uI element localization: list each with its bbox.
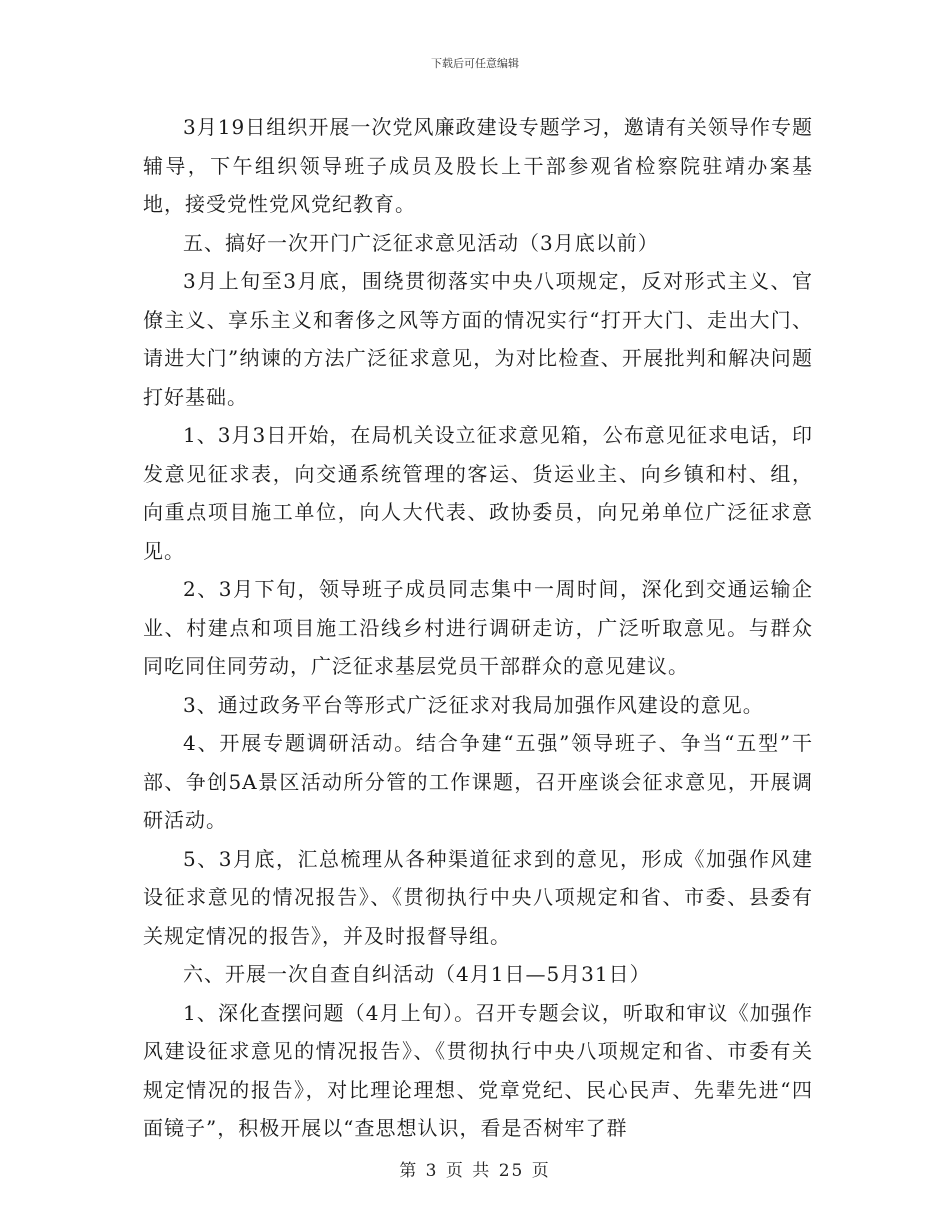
document-body [143, 108, 813, 1148]
paragraph: 3、通过政务平台等形式广泛征求对我局加强作风建设的意见。 [183, 692, 764, 717]
page-header-note: 下载后可任意编辑 [431, 57, 519, 70]
section-heading: 五、搞好一次开门广泛征求意见活动（3月底以前） [183, 230, 659, 255]
paragraph: 3月19日组织开展一次党风廉政建设专题学习，邀请有关领导作专题辅导，下午组织领导班子成员及股长上干部参观省检察院驻靖办案基地，接受党性党风党纪教育。 [143, 115, 813, 216]
paragraph: 4、开展专题调研活动。结合争建“五强”领导班子、争当“五型”干部、争创5A景区活动所分管的工作课题，召开座谈会征求意见，开展调研活动。 [143, 731, 813, 832]
page-number-footer: 第 3 页 共 25 页 [399, 1161, 551, 1181]
paragraph: 5、3月底，汇总梳理从各种渠道征求到的意见，形成《加强作风建设征求意见的情况报告》、《贯彻执行中央八项规定和省、市委、县委有关规定情况的报告》，并及时报督导组。 [143, 846, 813, 948]
paragraph: 1、3月3日开始，在局机关设立征求意见箱，公布意见征求电话，印发意见征求表，向交通系统管理的客运、货运业主、向乡镇和村、组，向重点项目施工单位，向人大代表、政协委员，向兄弟单位广泛征求意见。 [143, 423, 813, 563]
paragraph: 1、深化查摆问题（4月上旬）。召开专题会议，听取和审议《加强作风建设征求意见的情况报告》、《贯彻执行中央八项规定和省、市委有关规定情况的报告》，对比理论理想、党章党纪、民心民声、先辈先进“四面镜子”，积极开展以“查思想认识，看是否树牢了群 [143, 1000, 813, 1140]
section-heading: 六、开展一次自查自纠活动（4月1日—5月31日） [183, 962, 651, 986]
paragraph: 3月上旬至3月底，围绕贯彻落实中央八项规定，反对形式主义、官僚主义、享乐主义和奢侈之风等方面的情况实行“打开大门、走出大门、请进大门”纳谏的方法广泛征求意见，为对比检查、开展批判和解决问题打好基础。 [143, 269, 813, 409]
paragraph: 2、3月下旬，领导班子成员同志集中一周时间，深化到交通运输企业、村建点和项目施工沿线乡村进行调研走访，广泛听取意见。与群众同吃同住同劳动，广泛征求基层党员干部群众的意见建议。 [143, 577, 813, 678]
